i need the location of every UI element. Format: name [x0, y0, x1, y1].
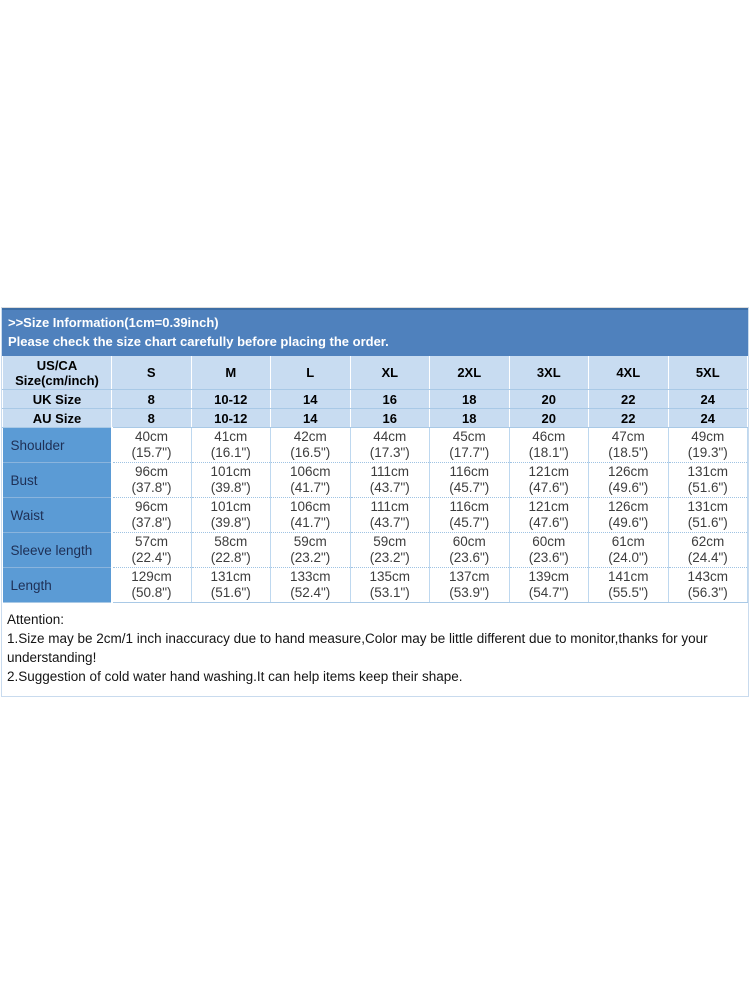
measurement-value-cell [271, 498, 351, 533]
value-cm: 133cm [289, 569, 331, 584]
measurement-value-cell [350, 568, 430, 603]
value-inch: (49.6") [608, 480, 649, 495]
value-inch: (16.5") [290, 445, 331, 460]
value-inch: (23.6") [449, 550, 490, 565]
au-size-row-value: 8 [112, 409, 192, 428]
value-inch: (24.4") [687, 550, 728, 565]
value-cm: 129cm [131, 569, 172, 584]
measurement-value-cell [191, 568, 271, 603]
au-size-row [3, 409, 748, 428]
size-column-header-m: M [191, 356, 271, 390]
corner-header-line2: Size(cm/inch) [15, 372, 99, 388]
value-inch: (55.5") [608, 585, 649, 600]
measurement-body [3, 428, 748, 603]
attention-note [2, 603, 748, 696]
measurement-label-waist: Waist [3, 498, 112, 533]
measurement-value-cell [350, 498, 430, 533]
measurement-value-cell [589, 533, 669, 568]
value-inch: (51.6") [687, 515, 728, 530]
value-inch: (22.4") [131, 550, 172, 565]
measurement-value-cell [668, 498, 748, 533]
value-inch: (47.6") [528, 515, 569, 530]
value-cm: 106cm [289, 499, 331, 514]
value-cm: 143cm [687, 569, 729, 584]
measurement-label-sleeve-length: Sleeve length [3, 533, 112, 568]
value-inch: (41.7") [290, 480, 331, 495]
measurement-label-length: Length [3, 568, 112, 603]
value-cm: 49cm [691, 429, 725, 444]
uk-size-row-value: 18 [430, 390, 510, 409]
measurement-value-cell [430, 498, 510, 533]
value-cm: 60cm [532, 534, 566, 549]
uk-size-row [3, 390, 748, 409]
value-cm: 61cm [611, 534, 645, 549]
value-inch: (51.6") [210, 585, 251, 600]
size-info-banner [2, 308, 748, 356]
value-inch: (23.2") [369, 550, 410, 565]
banner-subtitle: Please check the size chart carefully before placing the order. [8, 334, 389, 349]
measurement-value-cell [112, 568, 192, 603]
value-inch: (45.7") [449, 515, 490, 530]
value-cm: 59cm [293, 534, 327, 549]
value-inch: (45.7") [449, 480, 490, 495]
value-inch: (49.6") [608, 515, 649, 530]
value-cm: 126cm [607, 464, 649, 479]
size-column-header-s: S [112, 356, 192, 390]
value-cm: 111cm [370, 464, 410, 479]
value-inch: (18.1") [528, 445, 569, 460]
value-inch: (56.3") [687, 585, 728, 600]
value-inch: (51.6") [687, 480, 728, 495]
measurement-value-cell [668, 533, 748, 568]
value-inch: (18.5") [608, 445, 649, 460]
uk-size-row-value: 8 [112, 390, 192, 409]
measurement-value-cell [191, 428, 271, 463]
measurement-value-cell [589, 428, 669, 463]
attention-title: Attention: [7, 612, 65, 627]
value-cm: 126cm [607, 499, 649, 514]
measurement-value-cell [430, 428, 510, 463]
measurement-value-cell [430, 463, 510, 498]
uk-size-row-label: UK Size [3, 390, 112, 409]
value-inch: (41.7") [290, 515, 331, 530]
value-inch: (47.6") [528, 480, 569, 495]
uk-size-row-value: 20 [509, 390, 589, 409]
measurement-value-cell [350, 533, 430, 568]
uk-size-row-value: 24 [668, 390, 748, 409]
value-cm: 131cm [687, 499, 729, 514]
value-inch: (23.6") [528, 550, 569, 565]
value-cm: 137cm [448, 569, 490, 584]
value-cm: 57cm [134, 534, 168, 549]
value-cm: 121cm [528, 464, 570, 479]
size-column-header-xl: XL [350, 356, 430, 390]
value-cm: 60cm [452, 534, 486, 549]
measurement-value-cell [112, 533, 192, 568]
measurement-value-cell [589, 498, 669, 533]
value-inch: (53.9") [449, 585, 490, 600]
size-table-head [3, 356, 748, 428]
measurement-value-cell [589, 463, 669, 498]
value-cm: 101cm [210, 499, 252, 514]
measurement-value-cell [191, 533, 271, 568]
value-inch: (50.8") [131, 585, 172, 600]
size-column-header-3xl: 3XL [509, 356, 589, 390]
au-size-row-label: AU Size [3, 409, 112, 428]
value-cm: 116cm [449, 499, 490, 514]
size-table [2, 356, 748, 603]
measurement-value-cell [271, 533, 351, 568]
value-inch: (16.1") [210, 445, 251, 460]
value-inch: (17.3") [369, 445, 410, 460]
value-inch: (43.7") [369, 480, 410, 495]
au-size-row-value: 18 [430, 409, 510, 428]
corner-header-line1: US/CA [36, 357, 78, 373]
value-cm: 141cm [607, 569, 649, 584]
measurement-value-cell [271, 568, 351, 603]
uk-size-row-value: 10-12 [191, 390, 271, 409]
value-cm: 106cm [289, 464, 331, 479]
corner-header [3, 356, 112, 390]
value-inch: (54.7") [528, 585, 569, 600]
au-size-row-value: 14 [271, 409, 351, 428]
value-cm: 58cm [214, 534, 248, 549]
uk-size-row-value: 22 [589, 390, 669, 409]
size-column-header-2xl: 2XL [430, 356, 510, 390]
value-inch: (37.8") [131, 480, 172, 495]
value-cm: 139cm [528, 569, 570, 584]
measurement-value-cell [271, 428, 351, 463]
measurement-value-cell [191, 498, 271, 533]
measurement-value-cell [509, 498, 589, 533]
measurement-value-cell [430, 533, 510, 568]
size-column-header-5xl: 5XL [668, 356, 748, 390]
measurement-row-length [3, 568, 748, 603]
measurement-value-cell [350, 428, 430, 463]
value-inch: (37.8") [131, 515, 172, 530]
value-inch: (22.8") [210, 550, 251, 565]
value-inch: (15.7") [131, 445, 172, 460]
value-cm: 116cm [449, 464, 490, 479]
measurement-row-bust [3, 463, 748, 498]
size-header-row [3, 356, 748, 390]
measurement-label-shoulder: Shoulder [3, 428, 112, 463]
measurement-value-cell [191, 463, 271, 498]
measurement-value-cell [112, 498, 192, 533]
measurement-value-cell [509, 568, 589, 603]
measurement-value-cell [271, 463, 351, 498]
measurement-row-waist [3, 498, 748, 533]
au-size-row-value: 10-12 [191, 409, 271, 428]
measurement-value-cell [350, 463, 430, 498]
au-size-row-value: 16 [350, 409, 430, 428]
uk-size-row-value: 14 [271, 390, 351, 409]
value-cm: 111cm [370, 499, 410, 514]
size-column-header-l: L [271, 356, 351, 390]
value-cm: 131cm [687, 464, 729, 479]
uk-size-row-value: 16 [350, 390, 430, 409]
value-cm: 96cm [134, 464, 168, 479]
value-inch: (19.3") [687, 445, 728, 460]
au-size-row-value: 22 [589, 409, 669, 428]
value-cm: 62cm [691, 534, 725, 549]
measurement-row-shoulder [3, 428, 748, 463]
measurement-value-cell [589, 568, 669, 603]
value-inch: (39.8") [210, 480, 251, 495]
value-cm: 40cm [134, 429, 168, 444]
value-cm: 45cm [452, 429, 486, 444]
attention-line-1: 1.Size may be 2cm/1 inch inaccuracy due to hand measure,Color may be little different due to monitor,thanks for your understanding! [7, 631, 708, 665]
value-cm: 46cm [532, 429, 566, 444]
value-inch: (52.4") [290, 585, 331, 600]
measurement-value-cell [430, 568, 510, 603]
value-cm: 59cm [373, 534, 407, 549]
value-cm: 101cm [210, 464, 252, 479]
measurement-value-cell [668, 463, 748, 498]
value-cm: 44cm [373, 429, 407, 444]
size-info-panel [1, 307, 749, 697]
size-column-header-4xl: 4XL [589, 356, 669, 390]
value-cm: 131cm [210, 569, 252, 584]
measurement-value-cell [112, 428, 192, 463]
measurement-value-cell [668, 568, 748, 603]
value-cm: 96cm [134, 499, 168, 514]
attention-line-2: 2.Suggestion of cold water hand washing.It can help items keep their shape. [7, 669, 463, 684]
value-inch: (23.2") [290, 550, 331, 565]
measurement-label-bust: Bust [3, 463, 112, 498]
value-inch: (43.7") [369, 515, 410, 530]
value-cm: 47cm [611, 429, 645, 444]
value-cm: 42cm [293, 429, 327, 444]
au-size-row-value: 20 [509, 409, 589, 428]
measurement-row-sleeve-length [3, 533, 748, 568]
measurement-value-cell [668, 428, 748, 463]
measurement-value-cell [509, 463, 589, 498]
value-cm: 135cm [369, 569, 411, 584]
measurement-value-cell [509, 428, 589, 463]
value-cm: 121cm [528, 499, 570, 514]
banner-title: >>Size Information(1cm=0.39inch) [8, 315, 219, 330]
value-inch: (17.7") [449, 445, 490, 460]
value-inch: (53.1") [369, 585, 410, 600]
value-inch: (39.8") [210, 515, 251, 530]
measurement-value-cell [112, 463, 192, 498]
value-inch: (24.0") [608, 550, 649, 565]
au-size-row-value: 24 [668, 409, 748, 428]
measurement-value-cell [509, 533, 589, 568]
value-cm: 41cm [214, 429, 248, 444]
